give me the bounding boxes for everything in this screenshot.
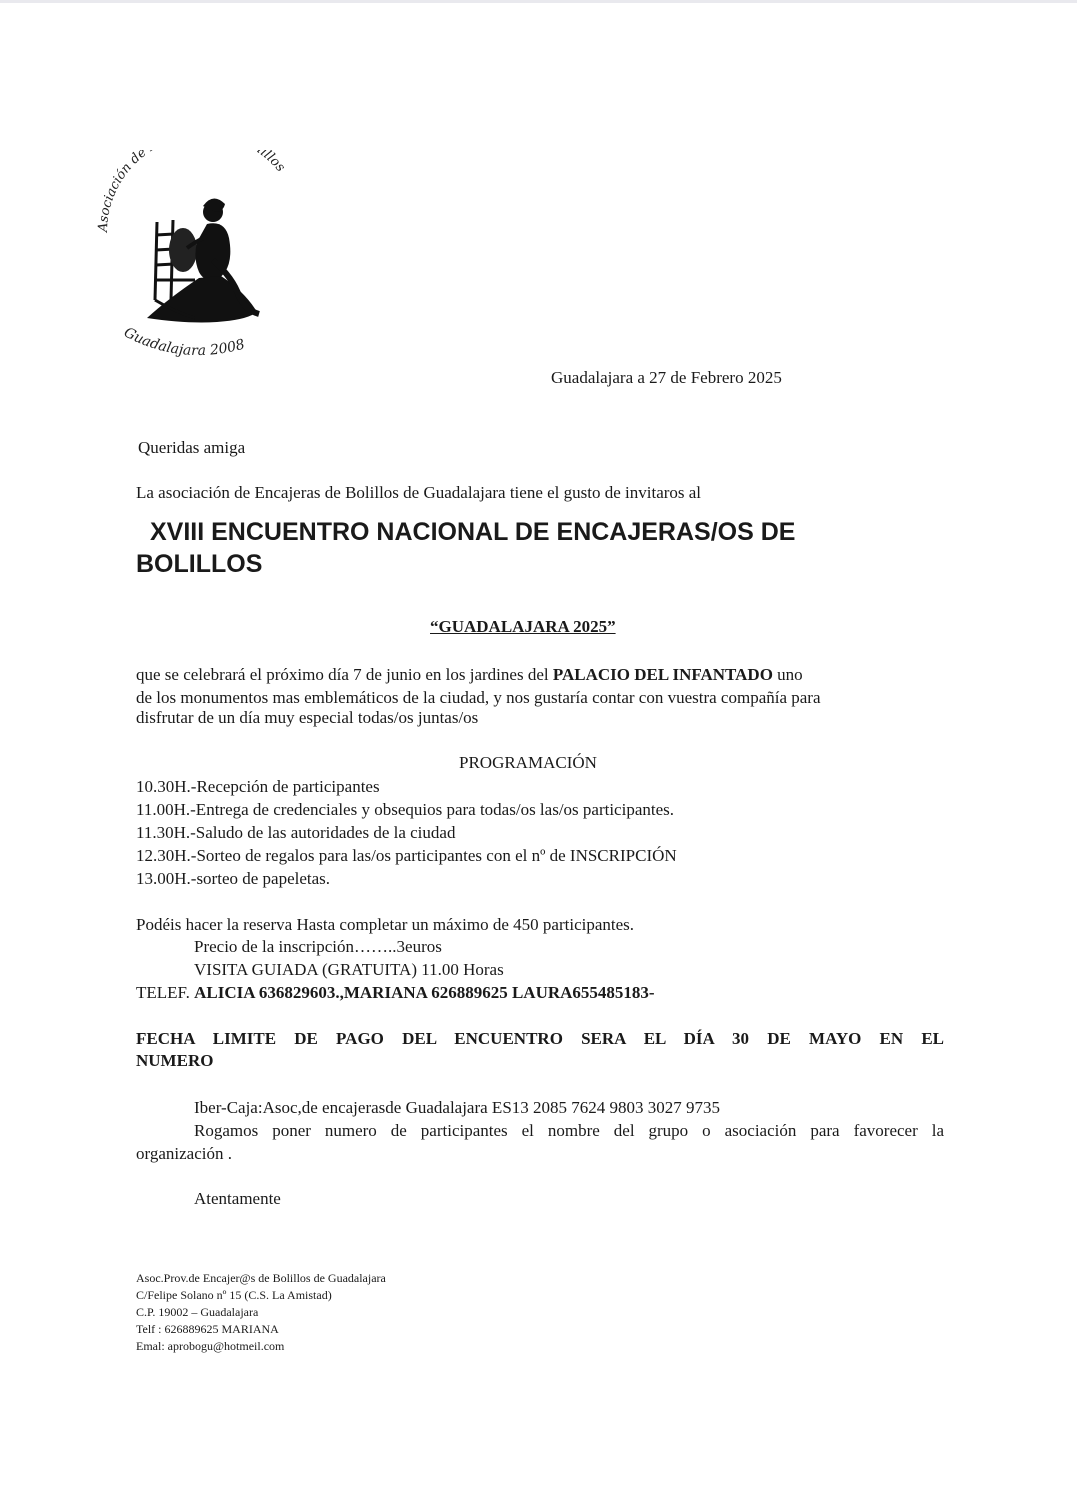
program-item: 13.00H.-sorteo de papeletas.	[136, 869, 331, 888]
event-paragraph-line3: disfrutar de un día muy especial todas/os juntas/os	[136, 708, 479, 727]
footer-email: Emal: aprobogu@hotmeil.com	[136, 1339, 285, 1353]
phone-numbers: ALICIA 636829603.,MARIANA 626889625 LAURA655485183-	[194, 983, 655, 1002]
booking-phones-line	[136, 981, 655, 1004]
request-line1: Rogamos poner numero de participantes el nombre del grupo o asociación para favorecer la	[194, 1121, 944, 1140]
svg-text:Guadalajara 2008	[121, 324, 246, 359]
event-title-line2: BOLILLOS	[136, 550, 263, 578]
footer-line: Asoc.Prov.de Encajer@s de Bolillos de Guadalajara	[136, 1271, 386, 1285]
letter-greeting: Queridas amiga	[138, 438, 246, 457]
event-paragraph-post: uno	[772, 665, 803, 684]
program-item: 12.30H.-Sorteo de regalos para las/os participantes con el nº de INSCRIPCIÓN	[136, 846, 677, 865]
payment-deadline-line1-wrap	[136, 1027, 944, 1050]
payment-deadline-line1: FECHA LIMITE DE PAGO DEL ENCUENTRO SERA EL DÍA 30 DE MAYO EN EL	[136, 1029, 944, 1048]
request-line2: organización .	[136, 1144, 232, 1163]
svg-text:Asociación de Encajer@s de Bol	[96, 150, 288, 233]
event-paragraph-pre: que se celebrará el próximo día 7 de junio en los jardines del	[136, 665, 553, 684]
program-item: 10.30H.-Recepción de participantes	[136, 777, 380, 796]
footer-address	[136, 1270, 386, 1355]
request-line1-wrap	[194, 1119, 944, 1142]
program-item: 11.30H.-Saludo de las autoridades de la ciudad	[136, 823, 456, 842]
closing: Atentamente	[194, 1189, 281, 1208]
letter-date: Guadalajara a 27 de Febrero 2025	[551, 368, 782, 387]
event-subtitle: “GUADALAJARA 2025”	[430, 617, 616, 636]
logo-top-text: Asociación de illos	[95, 150, 288, 233]
event-title-line1: XVIII ENCUENTRO NACIONAL DE ENCAJERAS/OS DE	[150, 518, 796, 546]
footer-line: C.P. 19002 – Guadalajara	[136, 1305, 259, 1319]
event-paragraph-line1	[136, 663, 803, 686]
lace-maker-emblem-icon	[95, 150, 310, 380]
bank-account: Iber-Caja:Asoc,de encajerasde Guadalajara ES13 2085 7624 9803 3027 9735	[194, 1098, 721, 1117]
letter-intro: La asociación de Encajeras de Bolillos de Guadalajara tiene el gusto de invitaros al	[136, 483, 702, 502]
logo-bottom-text: Guadalajara 2008	[121, 324, 247, 360]
booking-price: Precio de la inscripción……..3euros	[194, 937, 442, 956]
top-border	[0, 0, 1077, 3]
footer-line: Telf : 626889625 MARIANA	[136, 1322, 279, 1336]
program-item: 11.00H.-Entrega de credenciales y obsequios para todas/os las/os participantes.	[136, 800, 675, 819]
palace-name: PALACIO DEL INFANTADO	[552, 665, 773, 684]
association-logo	[95, 150, 310, 380]
event-paragraph-line2: de los monumentos mas emblemáticos de la ciudad, y nos gustaría contar con vuestra compañía para	[136, 688, 821, 707]
program-heading: PROGRAMACIÓN	[459, 753, 597, 772]
phone-label: TELEF.	[136, 983, 195, 1002]
payment-deadline-line2: NUMERO	[136, 1051, 214, 1070]
booking-reserve: Podéis hacer la reserva Hasta completar un máximo de 450 participantes.	[136, 915, 635, 934]
booking-visit: VISITA GUIADA (GRATUITA) 11.00 Horas	[194, 960, 504, 979]
footer-line: C/Felipe Solano nº 15 (C.S. La Amistad)	[136, 1288, 332, 1302]
